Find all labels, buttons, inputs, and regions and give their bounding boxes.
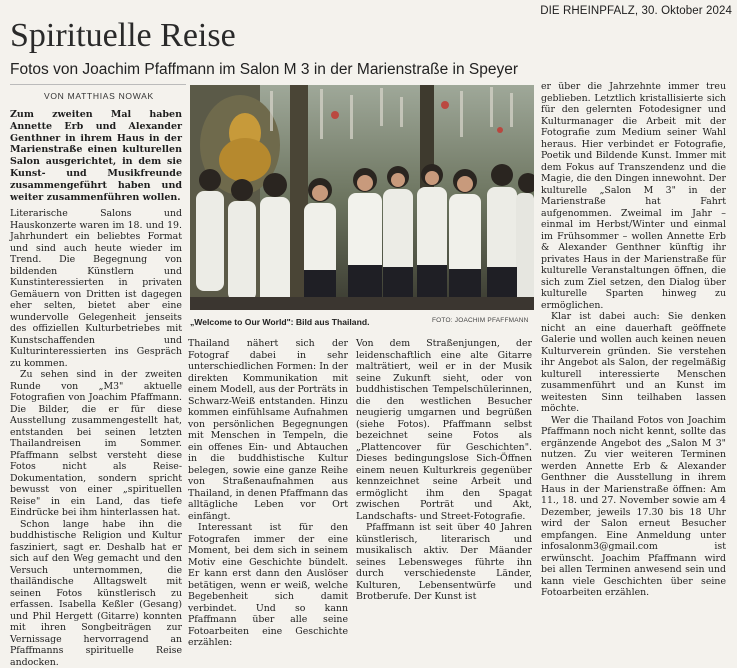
lead-paragraph: Zum zweiten Mal haben Annette Erb und Alexander Genthner in ihrem Haus in der Marienstraße einen kulturellen Salon ausgerichtet, in dem sie Kunst- und Musikfreunde zusammengeführt haben und weiter zusammenführen wollen. xyxy=(10,109,182,203)
paragraph: Interessant ist für den Fotografen immer der eine Moment, bei dem sich in seinem Motiv eine Geschichte bündelt. Er kann erst dann den Auslöser betätigen, wenn er weiß, welche Begebenheit sich damit verbindet. Und so kann Pfaffmann über alle seine Fotoarbeiten eine Geschichte erzählen: xyxy=(188,522,348,648)
column-4 xyxy=(541,81,726,599)
paragraph: Thailand nähert sich der Fotograf dabei in sehr unterschiedlichen Formen: In der direkten Kommunikation mit einem Modell, aus der Porträts in Schwarz-Weiß entstanden. Hinzu kommen einfühlsame Aufnahmen von persönlichen Begegnungen mit Menschen in Tempeln, die ein offenes Ein- und Abtauchen in die buddhistische Kultur belegen, sowie eine ganze Reihe von Straßenaufnahmen aus Thailand, in denen Pfaffmann das alltägliche Leben vor Ort einfängt. xyxy=(188,338,348,522)
paragraph: Wer die Thailand Fotos von Joachim Pfaffmann noch nicht kennt, sollte das ergänzende Angebot des „Salon M 3" nutzen. Zu vier weiteren Terminen werden Annette Erb & Alexander Genthner die Ausstellung in ihrem Haus in der Marienstraße öffnen: Am 11., 18. und 27. November sowie am 4 Dezember, jeweils 17.30 bis 18 Uhr wird der Salon erneut Besucher empfangen. Eine Anmeldung unter infosalonm3@gmail.com ist erwünscht. Joachim Pfaffmann wird bei allen Terminen anwesend sein und kann viele Geschichten über seine Fotoarbeiten erzählen. xyxy=(541,414,726,598)
photo-caption: „Welcome to Our World": Bild aus Thailand. xyxy=(190,317,370,327)
column-1 xyxy=(10,109,182,668)
paragraph: Pfaffmann ist seit über 40 Jahren künstlerisch, literarisch und musikalisch aktiv. Der Mäander seines Lebensweges führte ihn durch verschiedenste Länder, Kulturen, Lebensentwürfe und Brotberufe. Der Kunst ist xyxy=(356,522,532,602)
column-3 xyxy=(356,338,532,603)
article-title: Spirituelle Reise xyxy=(10,17,236,54)
rule-left xyxy=(10,84,186,85)
paragraph: Zu sehen sind in der zweiten Runde von „M3" aktuelle Fotografien von Joachim Pfaffmann. Die Bilder, die er für diese Ausstellung zusammengestellt hat, entstanden bei seinen letzten Thailandreisen im Sommer. Pfaffmann selbst versteht diese Fotos nicht als Reise-Dokumentation, sondern spricht bewusst von einer „spirituellen Reise" in ein Land, das tiefe Eindrücke bei ihm hinterlassen hat. xyxy=(10,369,182,519)
paragraph: Literarische Salons und Hauskonzerte waren im 18. und 19. Jahrhundert ein beliebtes Format und sind auch heute wieder im Trend. Die Begegnung von bildenden Künstlern und Kunstinteressierten in privaten Gemäuern von Dritten ist dagegen eher selten, bietet aber eine wundervolle Gelegenheit jenseits des offiziellen Kulturbetriebes mit Kunstschaffenden und Kulturinteressierten ins Gespräch zu kommen. xyxy=(10,208,182,369)
article-subtitle: Fotos von Joachim Pfaffmann im Salon M 3 in der Marienstraße in Speyer xyxy=(10,61,518,78)
paragraph: Von dem Straßenjungen, der leidenschaftlich eine alte Gitarre malträtiert, weil er in der Musik seine Zukunft sieht, oder von buddhistischen Tempelschülerinnen, die den westlichen Besucher neugierig umgarnen und begrüßen (siehe Fotos). Pfaffmann selbst bezeichnet seine Fotos als „Plattencover für Geschichten". Dieses bedingungslose Sich-Öffnen einem neuen Kulturkreis gegenüber kennzeichnet seine Arbeit und ermöglicht ihm den Spagat zwischen Porträt und Akt, Landschafts- und Street-Fotografie. xyxy=(356,338,532,522)
newspaper-masthead: DIE RHEINPFALZ, 30. Oktober 2024 xyxy=(540,5,732,17)
photo-illustration xyxy=(190,85,534,310)
photo-credit: FOTO: JOACHIM PFAFFMANN xyxy=(432,317,529,324)
paragraph: Klar ist dabei auch: Sie denken nicht an eine dauerhaft geöffnete Galerie und wollen auch keinen neuen Kulturverein gründen. Sie verstehen ihr Angebot als Salon, der regelmäßig kulturell interessierte Menschen zusammenführt und an Kunst im weitesten Sinn teilhaben lassen möchte. xyxy=(541,311,726,414)
paragraph: er über die Jahrzehnte immer treu geblieben. Letztlich kristallisierte sich für den gelernten Fotodesigner und Kulturmanager die Arbeit mit der Fotografie zum Medium seiner Wahl heraus. Hier verbindet er Fotografie, Poetik und Bildende Kunst. Immer mit dem Fokus auf Transzendenz und die Magie, die den Dingen innewohnt. Der kulturelle „Salon M 3" in der Marienstraße hat Fahrt aufgenommen. Zweimal im Jahr – einmal im Herbst/Winter und einmal im Frühsommer – wollen Annette Erb & Alexander Genthner künftig ihr privates Haus in der Marienstraße für kulturelle Veranstaltungen öffnen, die sich zum Ziel setzen, den Dialog über kulturelle Sparten hinweg zu ermöglichen. xyxy=(541,81,726,311)
article-photo xyxy=(190,85,534,310)
column-2 xyxy=(188,338,348,649)
article-author: VON MATTHIAS NOWAK xyxy=(44,91,154,101)
paragraph: Schon lange habe ihn die buddhistische Religion und Kultur fasziniert, sagt er. Deshalb hat er sich auf den Weg gemacht und den Versuch unternommen, die thailändische Alltagswelt mit seinen Fotos künstlerisch zu erfassen. Isabella Keßler (Gesang) und Phil Hergett (Gitarre) konnten mit ihren Songbeiträgen zur Vernissage hervorragend an Pfaffmanns spirituelle Reise andocken. xyxy=(10,518,182,668)
